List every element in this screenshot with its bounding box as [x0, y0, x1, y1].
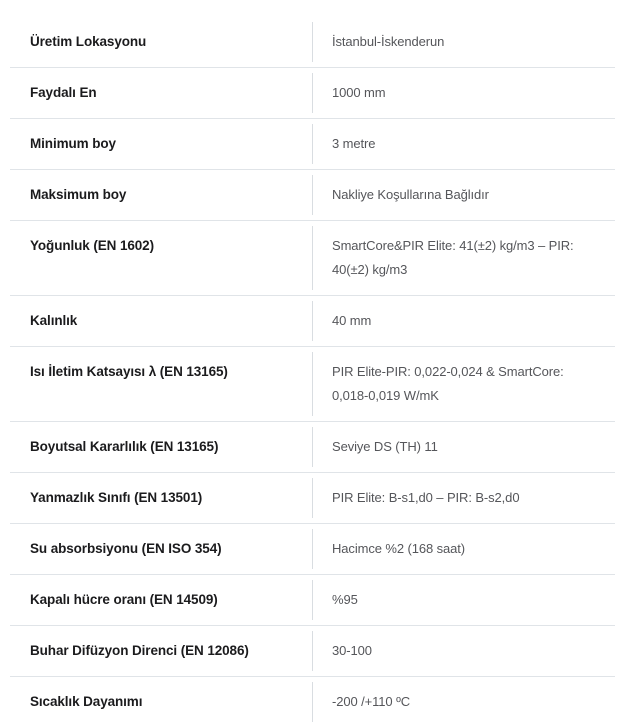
table-row [10, 677, 615, 727]
spec-label: Su absorbsiyonu (EN ISO 354) [30, 541, 222, 556]
spec-value: İstanbul-İskenderun [332, 34, 445, 49]
table-row [10, 170, 615, 221]
spec-label: Isı İletim Katsayısı λ (EN 13165) [30, 364, 228, 379]
spec-value: SmartCore&PIR Elite: 41(±2) kg/m3 – PIR: 40(±2) kg/m3 [332, 238, 574, 277]
table-row [10, 626, 615, 677]
spec-label: Minimum boy [30, 136, 116, 151]
spec-value: Hacimce %2 (168 saat) [332, 541, 466, 556]
spec-value: 1000 mm [332, 85, 386, 100]
spec-value: 3 metre [332, 136, 376, 151]
spec-label: Kapalı hücre oranı (EN 14509) [30, 592, 218, 607]
spec-value: Seviye DS (TH) 11 [332, 439, 438, 454]
table-row [10, 17, 615, 68]
spec-label: Kalınlık [30, 313, 78, 328]
spec-value: 40 mm [332, 313, 372, 328]
spec-label: Yanmazlık Sınıfı (EN 13501) [30, 490, 203, 505]
spec-label: Boyutsal Kararlılık (EN 13165) [30, 439, 219, 454]
table-row [10, 575, 615, 626]
spec-label: Sıcaklık Dayanımı [30, 694, 143, 709]
spec-value: Nakliye Koşullarına Bağlıdır [332, 187, 489, 202]
table-row [10, 422, 615, 473]
spec-label: Maksimum boy [30, 187, 127, 202]
table-row [10, 296, 615, 347]
table-row [10, 221, 615, 296]
table-row [10, 119, 615, 170]
spec-value: -200 /+110 ºC [332, 694, 411, 709]
table-row [10, 68, 615, 119]
table-row [10, 347, 615, 422]
spec-value: PIR Elite-PIR: 0,022-0,024 & SmartCore: 0,018-0,019 W/mK [332, 364, 564, 403]
spec-label: Üretim Lokasyonu [30, 34, 147, 49]
table-row [10, 524, 615, 575]
spec-label: Faydalı En [30, 85, 97, 100]
spec-value: PIR Elite: B-s1,d0 – PIR: B-s2,d0 [332, 490, 520, 505]
spec-value: 30-100 [332, 643, 372, 658]
spec-label: Buhar Difüzyon Direnci (EN 12086) [30, 643, 249, 658]
table-row [10, 473, 615, 524]
spec-value: %95 [332, 592, 358, 607]
spec-label: Yoğunluk (EN 1602) [30, 238, 154, 253]
